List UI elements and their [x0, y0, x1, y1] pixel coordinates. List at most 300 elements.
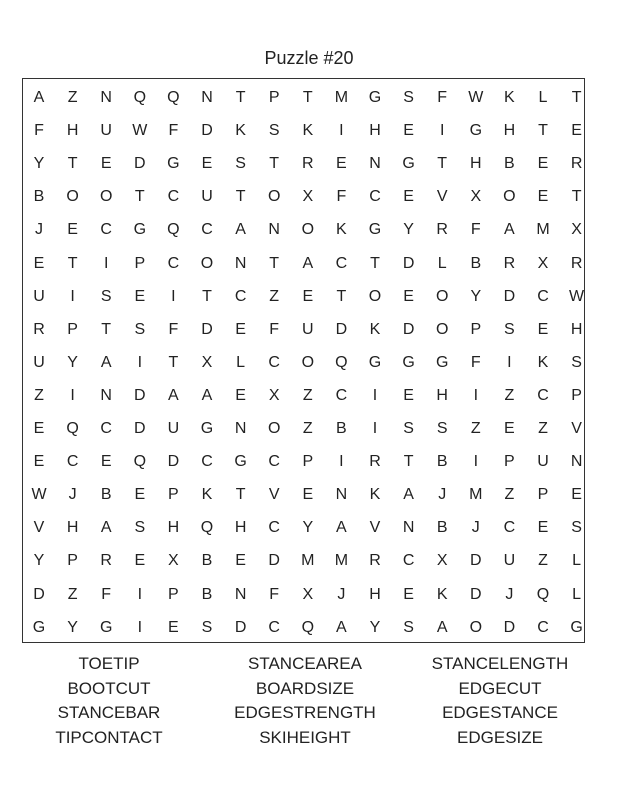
grid-letter[interactable]: Y [403, 221, 414, 239]
grid-letter[interactable]: U [33, 287, 45, 305]
grid-letter[interactable]: Z [302, 420, 313, 437]
grid-letter[interactable]: O [469, 618, 483, 636]
grid-letter[interactable]: E [403, 287, 414, 305]
grid-letter[interactable]: Z [470, 420, 481, 437]
grid-letter[interactable]: H [66, 122, 79, 140]
grid-letter[interactable]: E [336, 155, 347, 173]
grid-letter[interactable]: Z [269, 287, 280, 305]
grid-letter[interactable]: Y [33, 155, 45, 173]
grid-letter[interactable]: O [301, 221, 315, 239]
grid-letter[interactable]: M [334, 89, 349, 106]
grid-letter[interactable]: S [134, 320, 146, 338]
grid-letter[interactable]: E [33, 453, 45, 471]
grid-letter[interactable]: N [100, 89, 112, 106]
grid-letter[interactable]: C [335, 386, 348, 404]
grid-letter[interactable]: Q [133, 89, 147, 106]
grid-letter[interactable]: G [167, 155, 180, 173]
grid-letter[interactable]: A [504, 221, 515, 239]
grid-letter[interactable]: G [402, 353, 415, 371]
grid-letter[interactable]: V [268, 486, 280, 504]
grid-letter[interactable]: G [133, 221, 147, 239]
grid-letter[interactable]: B [336, 420, 347, 437]
grid-letter[interactable]: H [369, 585, 381, 603]
grid-letter[interactable]: Q [133, 453, 147, 471]
grid-row [23, 611, 584, 644]
grid-letter[interactable]: K [436, 585, 448, 603]
grid-letter[interactable]: C [100, 420, 112, 437]
grid-letter[interactable]: W [132, 122, 148, 140]
grid-letter[interactable]: U [167, 420, 180, 437]
grid-letter[interactable]: D [234, 618, 247, 636]
grid-letter[interactable]: V [571, 420, 582, 437]
grid-letter[interactable]: S [268, 122, 280, 140]
grid-letter[interactable]: E [33, 254, 45, 272]
grid-letter[interactable]: Q [167, 89, 180, 106]
grid-letter[interactable]: I [137, 353, 143, 371]
grid-letter[interactable]: C [167, 188, 180, 206]
grid-letter[interactable]: A [403, 486, 414, 504]
grid-letter[interactable]: O [200, 254, 214, 272]
grid-letter[interactable]: N [402, 519, 415, 537]
grid-letter[interactable]: M [536, 221, 550, 239]
grid-letter[interactable]: N [335, 486, 348, 504]
grid-letter[interactable]: O [503, 188, 516, 206]
grid-letter[interactable]: Z [67, 89, 78, 106]
grid-letter[interactable]: C [369, 188, 381, 206]
grid-letter[interactable]: E [302, 287, 314, 305]
grid-letter[interactable]: J [505, 585, 514, 603]
grid-letter[interactable]: Y [67, 353, 78, 371]
grid-letter[interactable]: D [134, 155, 146, 173]
grid-letter[interactable]: J [35, 221, 43, 239]
grid-letter[interactable]: C [268, 618, 280, 636]
grid-letter[interactable]: P [67, 320, 78, 338]
grid-letter[interactable]: S [201, 618, 213, 636]
grid-letter[interactable]: E [403, 386, 414, 404]
grid-letter[interactable]: T [67, 155, 78, 173]
grid-letter[interactable]: I [439, 122, 445, 140]
grid-letter[interactable]: O [435, 320, 449, 338]
grid-letter[interactable]: Q [536, 585, 550, 603]
grid-letter[interactable]: T [101, 320, 112, 338]
grid-letter[interactable]: H [66, 519, 79, 537]
grid-letter[interactable]: D [268, 552, 280, 570]
grid-letter[interactable]: D [335, 320, 348, 338]
grid-letter[interactable]: E [100, 155, 112, 173]
grid-letter[interactable]: B [504, 155, 515, 173]
grid-letter[interactable]: T [437, 155, 448, 173]
grid-letter[interactable]: G [99, 618, 113, 636]
grid-letter[interactable]: M [469, 486, 483, 504]
grid-letter[interactable]: Q [167, 221, 180, 239]
grid-letter[interactable]: E [201, 155, 213, 173]
grid-letter[interactable]: Q [66, 420, 79, 437]
grid-letter[interactable]: V [436, 188, 448, 206]
grid-letter[interactable]: E [168, 618, 179, 636]
grid-letter[interactable]: E [504, 420, 515, 437]
grid-letter[interactable]: J [68, 486, 77, 504]
grid-letter[interactable]: E [571, 122, 582, 140]
grid-letter[interactable]: C [234, 287, 247, 305]
word-list-column [205, 652, 405, 750]
grid-letter[interactable]: G [368, 89, 382, 106]
grid-letter[interactable]: X [201, 353, 213, 371]
grid-letter[interactable]: R [369, 453, 381, 471]
grid-letter[interactable]: J [438, 486, 447, 504]
grid-letter[interactable]: B [436, 453, 448, 471]
grid-letter[interactable]: T [538, 122, 548, 140]
grid-letter[interactable]: N [234, 585, 247, 603]
grid-letter[interactable]: C [66, 453, 79, 471]
grid-letter[interactable]: D [503, 618, 516, 636]
grid-letter[interactable]: E [235, 320, 246, 338]
grid-letter[interactable]: E [33, 420, 45, 437]
grid-letter[interactable]: H [167, 519, 180, 537]
grid-letter[interactable]: I [473, 453, 479, 471]
grid-letter[interactable]: I [137, 585, 143, 603]
grid-letter[interactable]: C [503, 519, 516, 537]
grid-letter[interactable]: F [168, 122, 179, 140]
grid-letter[interactable]: Y [369, 618, 381, 636]
grid-letter[interactable]: F [101, 585, 112, 603]
grid-letter[interactable]: K [369, 486, 381, 504]
grid-letter[interactable]: Z [538, 552, 548, 570]
grid-letter[interactable]: S [571, 519, 582, 537]
grid-letter[interactable]: S [134, 519, 146, 537]
grid-row [23, 147, 584, 180]
grid-letter[interactable]: D [33, 585, 45, 603]
grid-letter[interactable]: Z [504, 386, 515, 404]
grid-letter[interactable]: T [235, 188, 246, 206]
grid-letter[interactable]: K [235, 122, 246, 140]
grid-letter[interactable]: G [368, 221, 382, 239]
grid-letter[interactable]: H [503, 122, 516, 140]
grid-letter[interactable]: N [234, 254, 247, 272]
grid-letter[interactable]: P [134, 254, 146, 272]
grid-letter[interactable]: O [368, 287, 382, 305]
grid-letter[interactable]: A [100, 519, 112, 537]
grid-letter[interactable]: L [236, 353, 246, 371]
grid-letter[interactable]: C [335, 254, 348, 272]
grid-letter[interactable]: C [537, 386, 549, 404]
grid-letter[interactable]: Z [538, 420, 548, 437]
grid-letter[interactable]: A [33, 89, 45, 106]
grid-letter[interactable]: H [234, 519, 247, 537]
grid-letter[interactable]: F [34, 122, 44, 140]
grid-letter[interactable]: T [571, 89, 582, 106]
grid-letter[interactable]: I [339, 453, 344, 471]
grid-letter[interactable]: P [571, 386, 582, 404]
grid-letter[interactable]: U [33, 353, 45, 371]
grid-letter[interactable]: Q [200, 519, 214, 537]
grid-letter[interactable]: X [436, 552, 448, 570]
grid-letter[interactable]: G [402, 155, 415, 173]
grid-letter[interactable]: M [301, 552, 315, 570]
grid-letter[interactable]: K [336, 221, 347, 239]
grid-letter[interactable]: N [201, 89, 213, 106]
grid-letter[interactable]: C [201, 221, 213, 239]
grid-letter[interactable]: C [537, 618, 549, 636]
grid-letter[interactable]: A [201, 386, 213, 404]
grid-letter[interactable]: F [470, 221, 481, 239]
grid-letter[interactable]: C [167, 254, 180, 272]
grid-letter[interactable]: P [470, 320, 482, 338]
grid-letter[interactable]: I [339, 122, 344, 140]
grid-letter[interactable]: C [268, 519, 280, 537]
grid-letter[interactable]: P [302, 453, 314, 471]
grid-letter[interactable]: Z [504, 486, 515, 504]
grid-letter[interactable]: X [302, 188, 314, 206]
grid-letter[interactable]: G [469, 122, 483, 140]
grid-letter[interactable]: H [436, 386, 448, 404]
grid-letter[interactable]: E [235, 552, 246, 570]
target-word: BOARDSIZE [255, 678, 355, 698]
grid-letter[interactable]: T [571, 188, 582, 206]
grid-letter[interactable]: Y [302, 519, 314, 537]
grid-letter[interactable]: D [134, 386, 146, 404]
grid-letter[interactable]: J [471, 519, 480, 537]
word-list-column [9, 652, 209, 750]
grid-letter[interactable]: I [103, 254, 109, 272]
grid-letter[interactable]: A [336, 519, 347, 537]
grid-row [23, 213, 584, 246]
grid-letter[interactable]: J [337, 585, 346, 603]
grid-letter[interactable]: F [437, 89, 448, 106]
grid-letter[interactable]: T [235, 486, 246, 504]
grid-letter[interactable]: E [134, 552, 146, 570]
grid-letter[interactable]: N [369, 155, 381, 173]
grid-letter[interactable]: H [470, 155, 482, 173]
grid-letter[interactable]: U [302, 320, 314, 338]
grid-letter[interactable]: D [503, 287, 516, 305]
grid-letter[interactable]: D [167, 453, 180, 471]
grid-letter[interactable]: E [302, 486, 314, 504]
grid-letter[interactable]: Z [67, 585, 78, 603]
grid-letter[interactable]: B [201, 552, 213, 570]
grid-letter[interactable]: G [32, 618, 46, 636]
grid-letter[interactable]: O [301, 353, 315, 371]
grid-letter[interactable]: P [168, 486, 179, 504]
grid-letter[interactable]: L [572, 585, 582, 603]
grid-letter[interactable]: U [100, 122, 112, 140]
grid-letter[interactable]: K [369, 320, 381, 338]
grid-letter[interactable]: D [470, 552, 482, 570]
grid-letter[interactable]: P [504, 453, 515, 471]
grid-letter[interactable]: G [570, 618, 583, 636]
target-word: EDGESTRENGTH [234, 703, 376, 722]
grid-letter[interactable]: U [503, 552, 516, 570]
target-word: TOETIP [78, 654, 140, 673]
grid-letter[interactable]: X [302, 585, 314, 603]
grid-letter[interactable]: L [437, 254, 447, 272]
grid-letter[interactable]: S [403, 89, 414, 106]
grid-letter[interactable]: T [403, 453, 414, 471]
grid-letter[interactable]: P [168, 585, 179, 603]
grid-letter[interactable]: U [201, 188, 213, 206]
grid-letter[interactable]: Q [301, 618, 315, 636]
grid-letter[interactable]: F [269, 320, 280, 338]
grid-letter[interactable]: A [436, 618, 448, 636]
grid-letter[interactable]: K [504, 89, 515, 106]
grid-letter[interactable]: G [234, 453, 247, 471]
grid-letter[interactable]: S [436, 420, 448, 437]
grid-letter[interactable]: W [569, 287, 585, 305]
grid-letter[interactable]: T [269, 155, 280, 173]
grid-letter[interactable]: X [470, 188, 482, 206]
grid-letter[interactable]: D [201, 320, 213, 338]
grid-letter[interactable]: Z [302, 386, 313, 404]
grid-letter[interactable]: C [402, 552, 415, 570]
grid-letter[interactable]: M [334, 552, 349, 570]
grid-letter[interactable]: T [302, 89, 313, 106]
grid-letter[interactable]: T [168, 353, 179, 371]
grid-letter[interactable]: W [468, 89, 484, 106]
grid-letter[interactable]: G [368, 353, 382, 371]
grid-letter[interactable]: P [268, 89, 280, 106]
grid-letter[interactable]: E [403, 188, 414, 206]
grid-letter[interactable]: O [267, 188, 281, 206]
grid-letter[interactable]: P [537, 486, 549, 504]
grid-letter[interactable]: X [168, 552, 179, 570]
grid-row [23, 114, 584, 147]
grid-letter[interactable]: E [403, 122, 414, 140]
grid-letter[interactable]: I [507, 353, 512, 371]
grid-letter[interactable]: O [267, 420, 281, 437]
grid-letter[interactable]: F [470, 353, 481, 371]
grid-letter[interactable]: F [168, 320, 179, 338]
grid-letter[interactable]: E [537, 155, 549, 173]
grid-letter[interactable]: D [402, 320, 415, 338]
grid-letter[interactable]: S [100, 287, 112, 305]
grid-letter[interactable]: E [100, 453, 112, 471]
grid-letter[interactable]: R [436, 221, 448, 239]
grid-letter[interactable]: I [70, 386, 75, 404]
grid-letter[interactable]: D [470, 585, 482, 603]
grid-letter[interactable]: R [302, 155, 314, 173]
grid-letter[interactable]: T [202, 287, 212, 305]
grid-letter[interactable]: A [235, 221, 246, 239]
grid-letter[interactable]: K [537, 353, 549, 371]
grid-letter[interactable]: O [435, 287, 449, 305]
grid-letter[interactable]: D [402, 254, 415, 272]
grid-letter[interactable]: A [168, 386, 179, 404]
grid-letter[interactable]: I [372, 420, 378, 437]
grid-letter[interactable]: G [435, 353, 449, 371]
grid-letter[interactable]: H [570, 320, 583, 338]
grid-letter[interactable]: X [537, 254, 549, 272]
grid-letter[interactable]: C [100, 221, 112, 239]
grid-letter[interactable]: O [66, 188, 79, 206]
grid-letter[interactable]: I [171, 287, 176, 305]
grid-letter[interactable]: T [370, 254, 380, 272]
grid-letter[interactable]: S [504, 320, 515, 338]
grid-letter[interactable]: E [134, 486, 146, 504]
grid-letter[interactable]: Z [34, 386, 44, 404]
grid-letter[interactable]: X [571, 221, 582, 239]
grid-letter[interactable]: V [369, 519, 381, 537]
grid-letter[interactable]: X [268, 386, 280, 404]
grid-letter[interactable]: F [336, 188, 347, 206]
grid-letter[interactable]: R [369, 552, 381, 570]
grid-letter[interactable]: S [403, 618, 414, 636]
grid-letter[interactable]: Y [470, 287, 482, 305]
grid-letter[interactable]: A [302, 254, 314, 272]
grid-letter[interactable]: E [537, 320, 549, 338]
grid-letter[interactable]: Y [67, 618, 78, 636]
grid-letter[interactable]: C [268, 353, 280, 371]
grid-letter[interactable]: H [369, 122, 381, 140]
grid-row [23, 511, 584, 544]
grid-letter[interactable]: T [67, 254, 78, 272]
grid-row [23, 445, 584, 478]
grid-letter[interactable]: E [537, 519, 549, 537]
grid-letter[interactable]: B [100, 486, 112, 504]
grid-letter[interactable]: R [570, 155, 583, 173]
grid-letter[interactable]: C [201, 453, 213, 471]
grid-letter[interactable]: T [134, 188, 145, 206]
grid-letter[interactable]: B [470, 254, 482, 272]
grid-letter[interactable]: C [268, 453, 280, 471]
grid-letter[interactable]: E [67, 221, 78, 239]
grid-letter[interactable]: L [572, 552, 582, 570]
grid-letter[interactable]: T [336, 287, 347, 305]
grid-letter[interactable]: A [336, 618, 347, 636]
grid-letter[interactable]: G [200, 420, 214, 437]
grid-letter[interactable]: L [538, 89, 548, 106]
grid-letter[interactable]: D [201, 122, 213, 140]
grid-letter[interactable]: B [436, 519, 448, 537]
grid-letter[interactable]: N [100, 386, 112, 404]
grid-letter[interactable]: E [403, 585, 414, 603]
grid-letter[interactable]: E [235, 386, 246, 404]
grid-letter[interactable]: D [134, 420, 146, 437]
grid-letter[interactable]: W [31, 486, 47, 504]
grid-letter[interactable]: A [100, 353, 112, 371]
grid-letter[interactable]: N [570, 453, 583, 471]
grid-letter[interactable]: T [269, 254, 280, 272]
grid-letter[interactable]: I [70, 287, 75, 305]
grid-letter[interactable]: R [100, 552, 112, 570]
grid-letter[interactable]: S [235, 155, 246, 173]
grid-letter[interactable]: T [235, 89, 246, 106]
grid-letter[interactable]: U [537, 453, 549, 471]
grid-letter[interactable]: V [33, 519, 45, 537]
grid-letter[interactable]: S [571, 353, 582, 371]
grid-letter[interactable]: K [201, 486, 213, 504]
grid-letter[interactable]: R [33, 320, 45, 338]
grid-letter[interactable]: I [473, 386, 479, 404]
grid-letter[interactable]: I [372, 386, 378, 404]
grid-letter[interactable]: O [99, 188, 113, 206]
grid-letter[interactable]: N [234, 420, 247, 437]
grid-letter[interactable]: E [571, 486, 582, 504]
grid-letter[interactable]: N [268, 221, 280, 239]
grid-letter[interactable]: Y [33, 552, 45, 570]
grid-letter[interactable]: B [201, 585, 213, 603]
grid-letter[interactable]: F [269, 585, 280, 603]
grid-letter[interactable]: B [33, 188, 45, 206]
grid-letter[interactable]: P [67, 552, 78, 570]
grid-letter[interactable]: E [537, 188, 549, 206]
grid-letter[interactable]: R [503, 254, 516, 272]
grid-letter[interactable]: K [302, 122, 314, 140]
grid-letter[interactable]: E [134, 287, 146, 305]
grid-letter[interactable]: S [403, 420, 414, 437]
grid-letter[interactable]: Q [335, 353, 348, 371]
grid-letter[interactable]: R [570, 254, 583, 272]
grid-letter[interactable]: C [537, 287, 549, 305]
grid-letter[interactable]: I [137, 618, 143, 636]
